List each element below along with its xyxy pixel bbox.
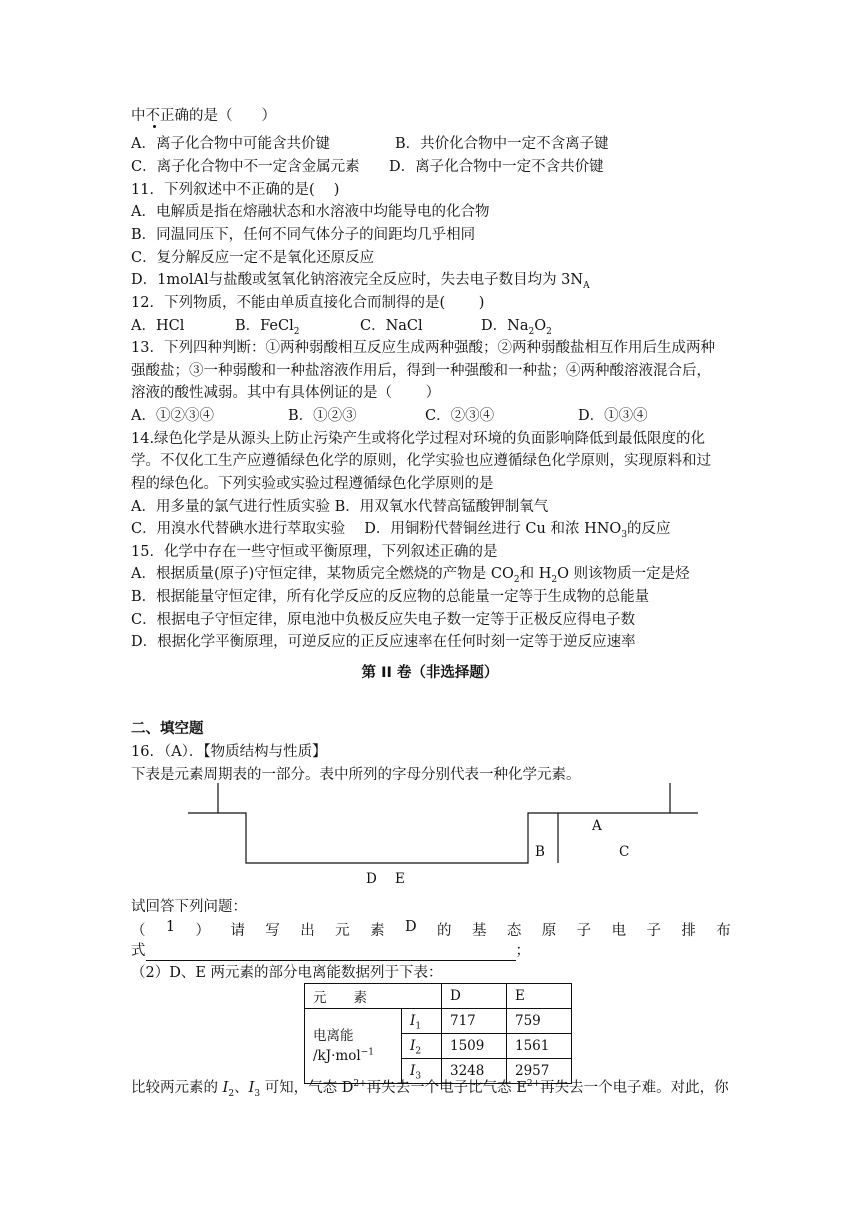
q16-part1-line: （ 1 ） 请 写 出 元 素 D 的 基 态 原 子 电 子 排 布 <box>131 919 731 939</box>
q16-part1-answer-line: 式 ； <box>131 943 530 959</box>
q15-option-b: B．根据能量守恒定律，所有化学反应的反应物的总能量一定等于生成物的总能量 <box>131 589 650 605</box>
fill-in-heading: 二、填空题 <box>131 721 204 737</box>
table-cell: 2957 <box>507 1059 572 1084</box>
table-cell-i1: $I_1$ <box>402 1009 442 1034</box>
q16-heading: 16．（A）．【物质结构与性质】 <box>131 744 327 760</box>
q11-option-c: C．复分解反应一定不是氧化还原反应 <box>131 250 375 266</box>
q15-option-c: C．根据电子守恒定律，原电池中负极反应失电子数一定等于正极反应得电子数 <box>131 612 636 628</box>
q13-stem-1: 13．下列四种判断：①两种弱酸相互反应生成两种强酸；②两种弱酸盐相互作用后生成两种 <box>131 340 715 356</box>
pt-label-e: E <box>395 871 405 887</box>
table-cell: 3248 <box>442 1059 507 1084</box>
q10-options-cd: C．离子化合物中不一定含金属元素 D．离子化合物中一定不含共价键 <box>131 159 604 175</box>
q15-option-a: A．根据质量(原子)守恒定律，某物质完全燃烧的产物是 $CO_2$和 $H_2O$ 则该物质一定是烃 <box>131 566 690 585</box>
q11-option-d: D．1molAl与盐酸或氢氧化钠溶液完全反应时，失去电子数目均为 $3N_A$ <box>131 272 590 291</box>
q16-intro: 下表是元素周期表的一部分。表中所列的字母分别代表一种化学元素。 <box>131 767 581 783</box>
table-header-element: 元 素 <box>305 984 442 1009</box>
q14-options-cd: C．用溴水代替碘水进行萃取实验 D．用铜粉代替铜丝进行 Cu 和浓 $HNO_3$的反应 <box>131 521 671 540</box>
question-prompt: 试回答下列问题： <box>131 899 247 915</box>
table-cell: 717 <box>442 1009 507 1034</box>
q12-stem: 12．下列物质，不能由单质直接化合而制得的是( ) <box>131 295 485 311</box>
q12-options: A．HCl B．FeCl$_2$ C．NaCl D．$Na_2O_2$ <box>131 318 552 337</box>
table-cell: 1561 <box>507 1034 572 1059</box>
table-cell: 759 <box>507 1009 572 1034</box>
table-cell-i2: $I_2$ <box>402 1034 442 1059</box>
q14-stem-3: 程的绿色化。下列实验或实验过程遵循绿色化学原则的是 <box>131 476 494 492</box>
q13-stem-3: 溶液的酸性减弱。其中有具体例证的是（ ） <box>131 385 441 401</box>
q11-stem: 11．下列叙述中不正确的是( ) <box>131 182 340 198</box>
q16-part2-stem: （2）D、E 两元素的部分电离能数据列于下表： <box>131 965 443 981</box>
q13-options: A．①②③④ B．①②③ C．②③④ D．①③④ <box>131 408 648 424</box>
q11-option-a: A．电解质是指在熔融状态和水溶液中均能导电的化合物 <box>131 204 490 220</box>
q10-stem-end: 中不正确的是（ ） <box>131 108 276 124</box>
pt-label-a: A <box>592 818 602 834</box>
pt-label-b: B <box>535 844 545 860</box>
pt-label-d: D <box>366 871 377 887</box>
q14-stem-2: 学。不仅化工生产应遵循绿色化学的原则，化学实验也应遵循绿色化学原则，实现原料和过 <box>131 453 711 469</box>
table-header-e: E <box>507 984 572 1009</box>
q11-option-b: B．同温同压下，任何不同气体分子的间距均几乎相同 <box>131 227 476 243</box>
q16-part2-text: 比较两元素的 $I_2$、$I_3$ 可知，气态 $D^{2+}$再失去一个电子比气态 $E^{2+}$再失去一个电子难。对此，你 <box>131 1079 729 1099</box>
ionization-energy-table <box>304 983 572 1084</box>
table-row-label: 电离能 /kJ·mol$^{-1}$ <box>305 1009 402 1084</box>
q14-stem-1: 14.绿色化学是从源头上防止污染产生或将化学过程对环境的负面影响降低到最低限度的化 <box>131 431 706 447</box>
q14-options-ab: A．用多量的氯气进行性质实验 B．用双氧水代替高锰酸钾制氧气 <box>131 499 549 515</box>
q10-options-ab: A．离子化合物中可能含共价键 B．共价化合物中一定不含离子键 <box>131 136 609 152</box>
table-cell: 1509 <box>442 1034 507 1059</box>
q15-option-d: D．根据化学平衡原理，可逆反应的正反应速率在任何时刻一定等于逆反应速率 <box>131 634 636 650</box>
table-cell-i3: $I_3$ <box>402 1059 442 1084</box>
table-header-d: D <box>442 984 507 1009</box>
pt-label-c: C <box>619 844 630 860</box>
q13-stem-2: 强酸盐；③一种弱酸和一种盐溶液作用后，得到一种强酸和一种盐；④两种酸溶液混合后， <box>131 363 711 379</box>
answer-blank[interactable] <box>146 946 516 961</box>
section-title: 第 II 卷（非选择题） <box>361 665 499 681</box>
q15-stem: 15．化学中存在一些守恒或平衡原理，下列叙述正确的是 <box>131 544 498 560</box>
